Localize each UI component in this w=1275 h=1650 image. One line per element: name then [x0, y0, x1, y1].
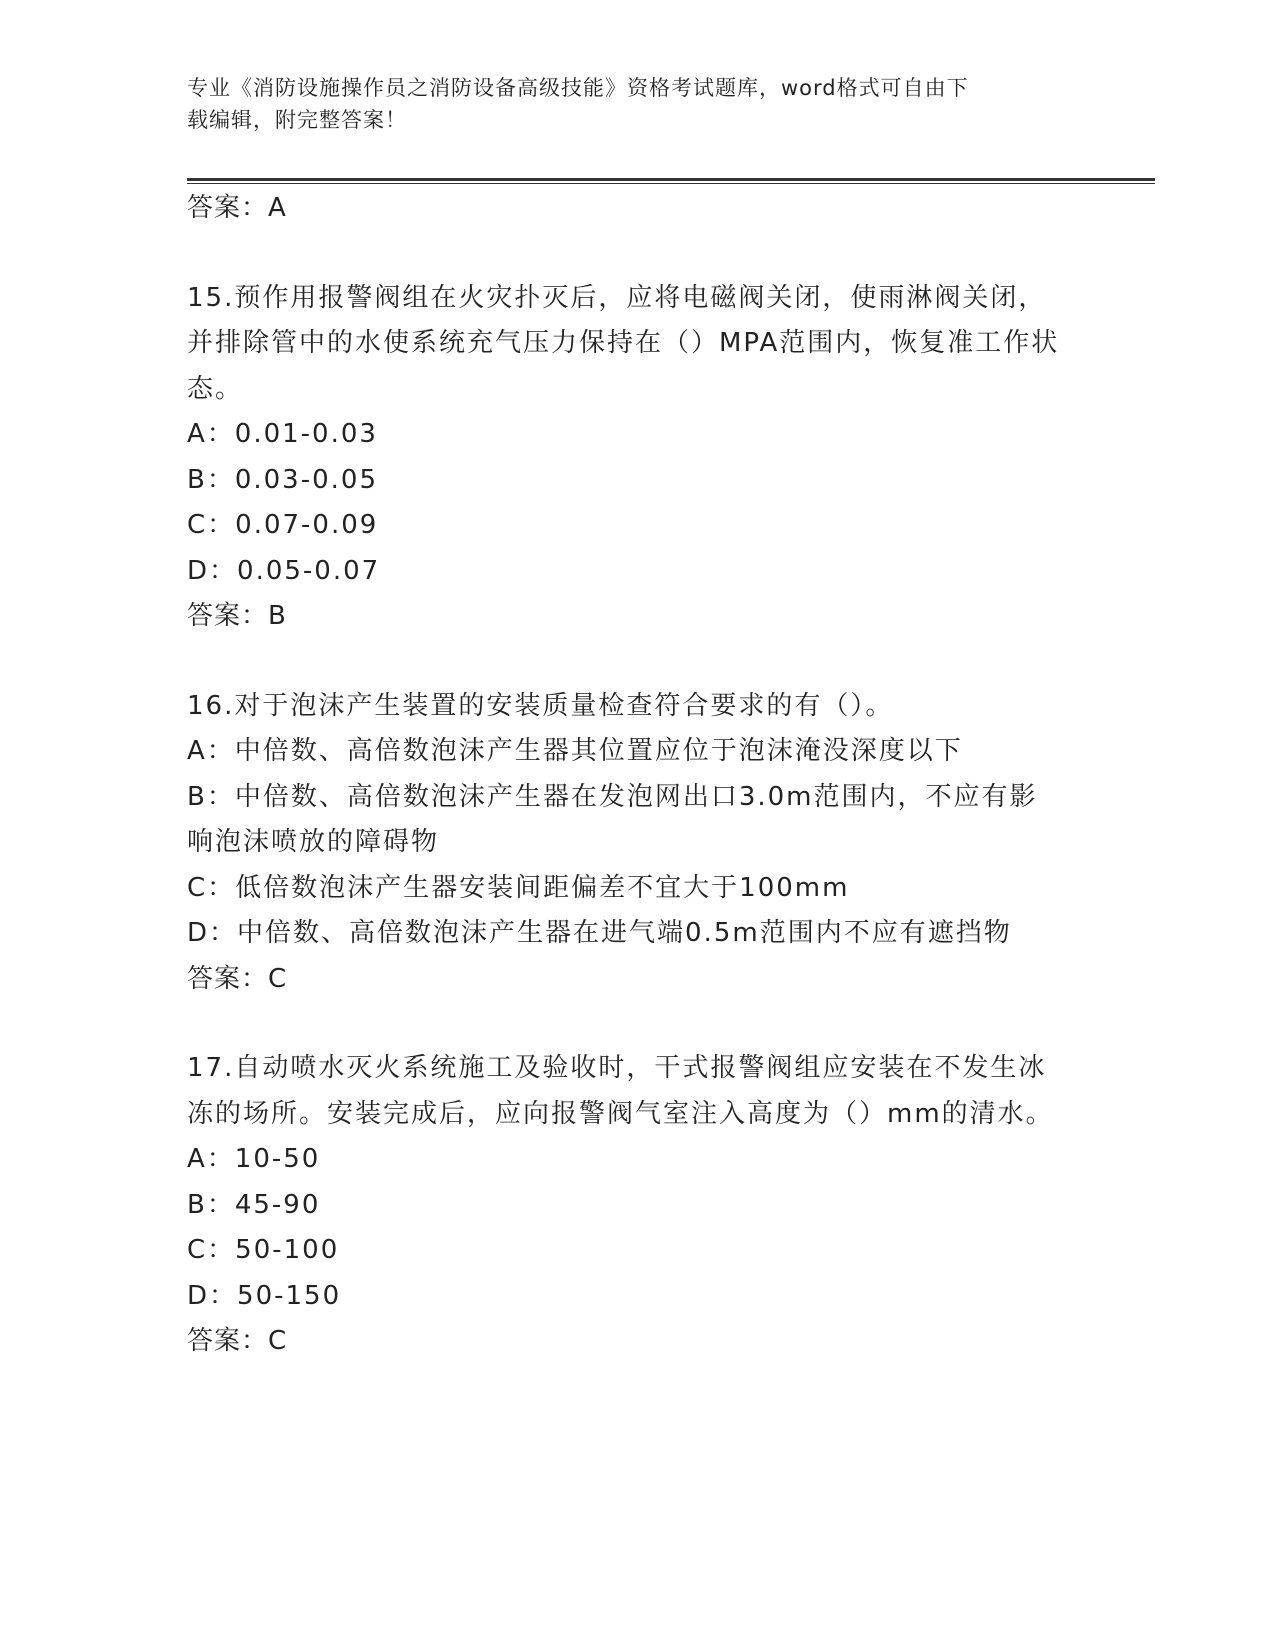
- header-line-1: 专业《消防设施操作员之消防设备高级技能》资格考试题库，word格式可自由下: [187, 76, 969, 100]
- question-15-text-line-2: 并排除管中的水使系统充气压力保持在（）MPA范围内，恢复准工作状: [187, 328, 1060, 358]
- question-16-option-b: B：中倍数、高倍数泡沫产生器在发泡网出口3.0m范围内，不应有影: [187, 781, 1038, 812]
- question-17-answer: 答案：C: [187, 1326, 288, 1356]
- question-17-option-d: D：50-150: [187, 1280, 342, 1311]
- previous-answer: 答案：A: [187, 193, 287, 223]
- question-16-option-b-continued: 响泡沫喷放的障碍物: [187, 827, 440, 857]
- question-15-text-line-3: 态。: [187, 373, 244, 404]
- question-16-option-a: A：中倍数、高倍数泡沫产生器其位置应位于泡沫淹没深度以下: [187, 736, 963, 766]
- question-list: [187, 186, 1087, 1365]
- question-15-option-b: B：0.03-0.05: [187, 464, 379, 495]
- question-15-text-line-1: 15.预作用报警阀组在火灾扑灭后，应将电磁阀关闭，使雨淋阀关闭，: [187, 282, 1047, 313]
- question-16-answer: 答案：C: [187, 963, 288, 994]
- question-15-answer: 答案：B: [187, 601, 287, 631]
- question-16-option-c: C：低倍数泡沫产生器安装间距偏差不宜大于100mm: [187, 872, 850, 903]
- question-16: [187, 684, 1087, 1003]
- question-15-option-a: A：0.01-0.03: [187, 419, 378, 449]
- document-header: [187, 72, 1067, 136]
- question-15: [187, 276, 1087, 640]
- question-17-text-line-1: 17.自动喷水灭火系统施工及验收时，干式报警阀组应安装在不发生冰: [187, 1053, 1047, 1083]
- question-16-option-d: D：中倍数、高倍数泡沫产生器在进气端0.5m范围内不应有遮挡物: [187, 918, 1012, 948]
- header-divider-thick: [187, 178, 1155, 181]
- question-17-text-line-2: 冻的场所。安装完成后，应向报警阀气室注入高度为（）mm的清水。: [187, 1098, 1054, 1129]
- question-15-option-d: D：0.05-0.07: [187, 555, 381, 586]
- header-divider-thin: [187, 183, 1155, 184]
- question-17-option-c: C：50-100: [187, 1235, 340, 1265]
- question-17-option-b: B：45-90: [187, 1189, 321, 1220]
- question-17: [187, 1046, 1087, 1365]
- header-line-2: 载编辑，附完整答案！: [187, 108, 407, 132]
- question-16-text-line-1: 16.对于泡沫产生装置的安装质量检查符合要求的有（）。: [187, 690, 894, 721]
- question-15-option-c: C：0.07-0.09: [187, 510, 379, 540]
- question-17-option-a: A：10-50: [187, 1144, 321, 1174]
